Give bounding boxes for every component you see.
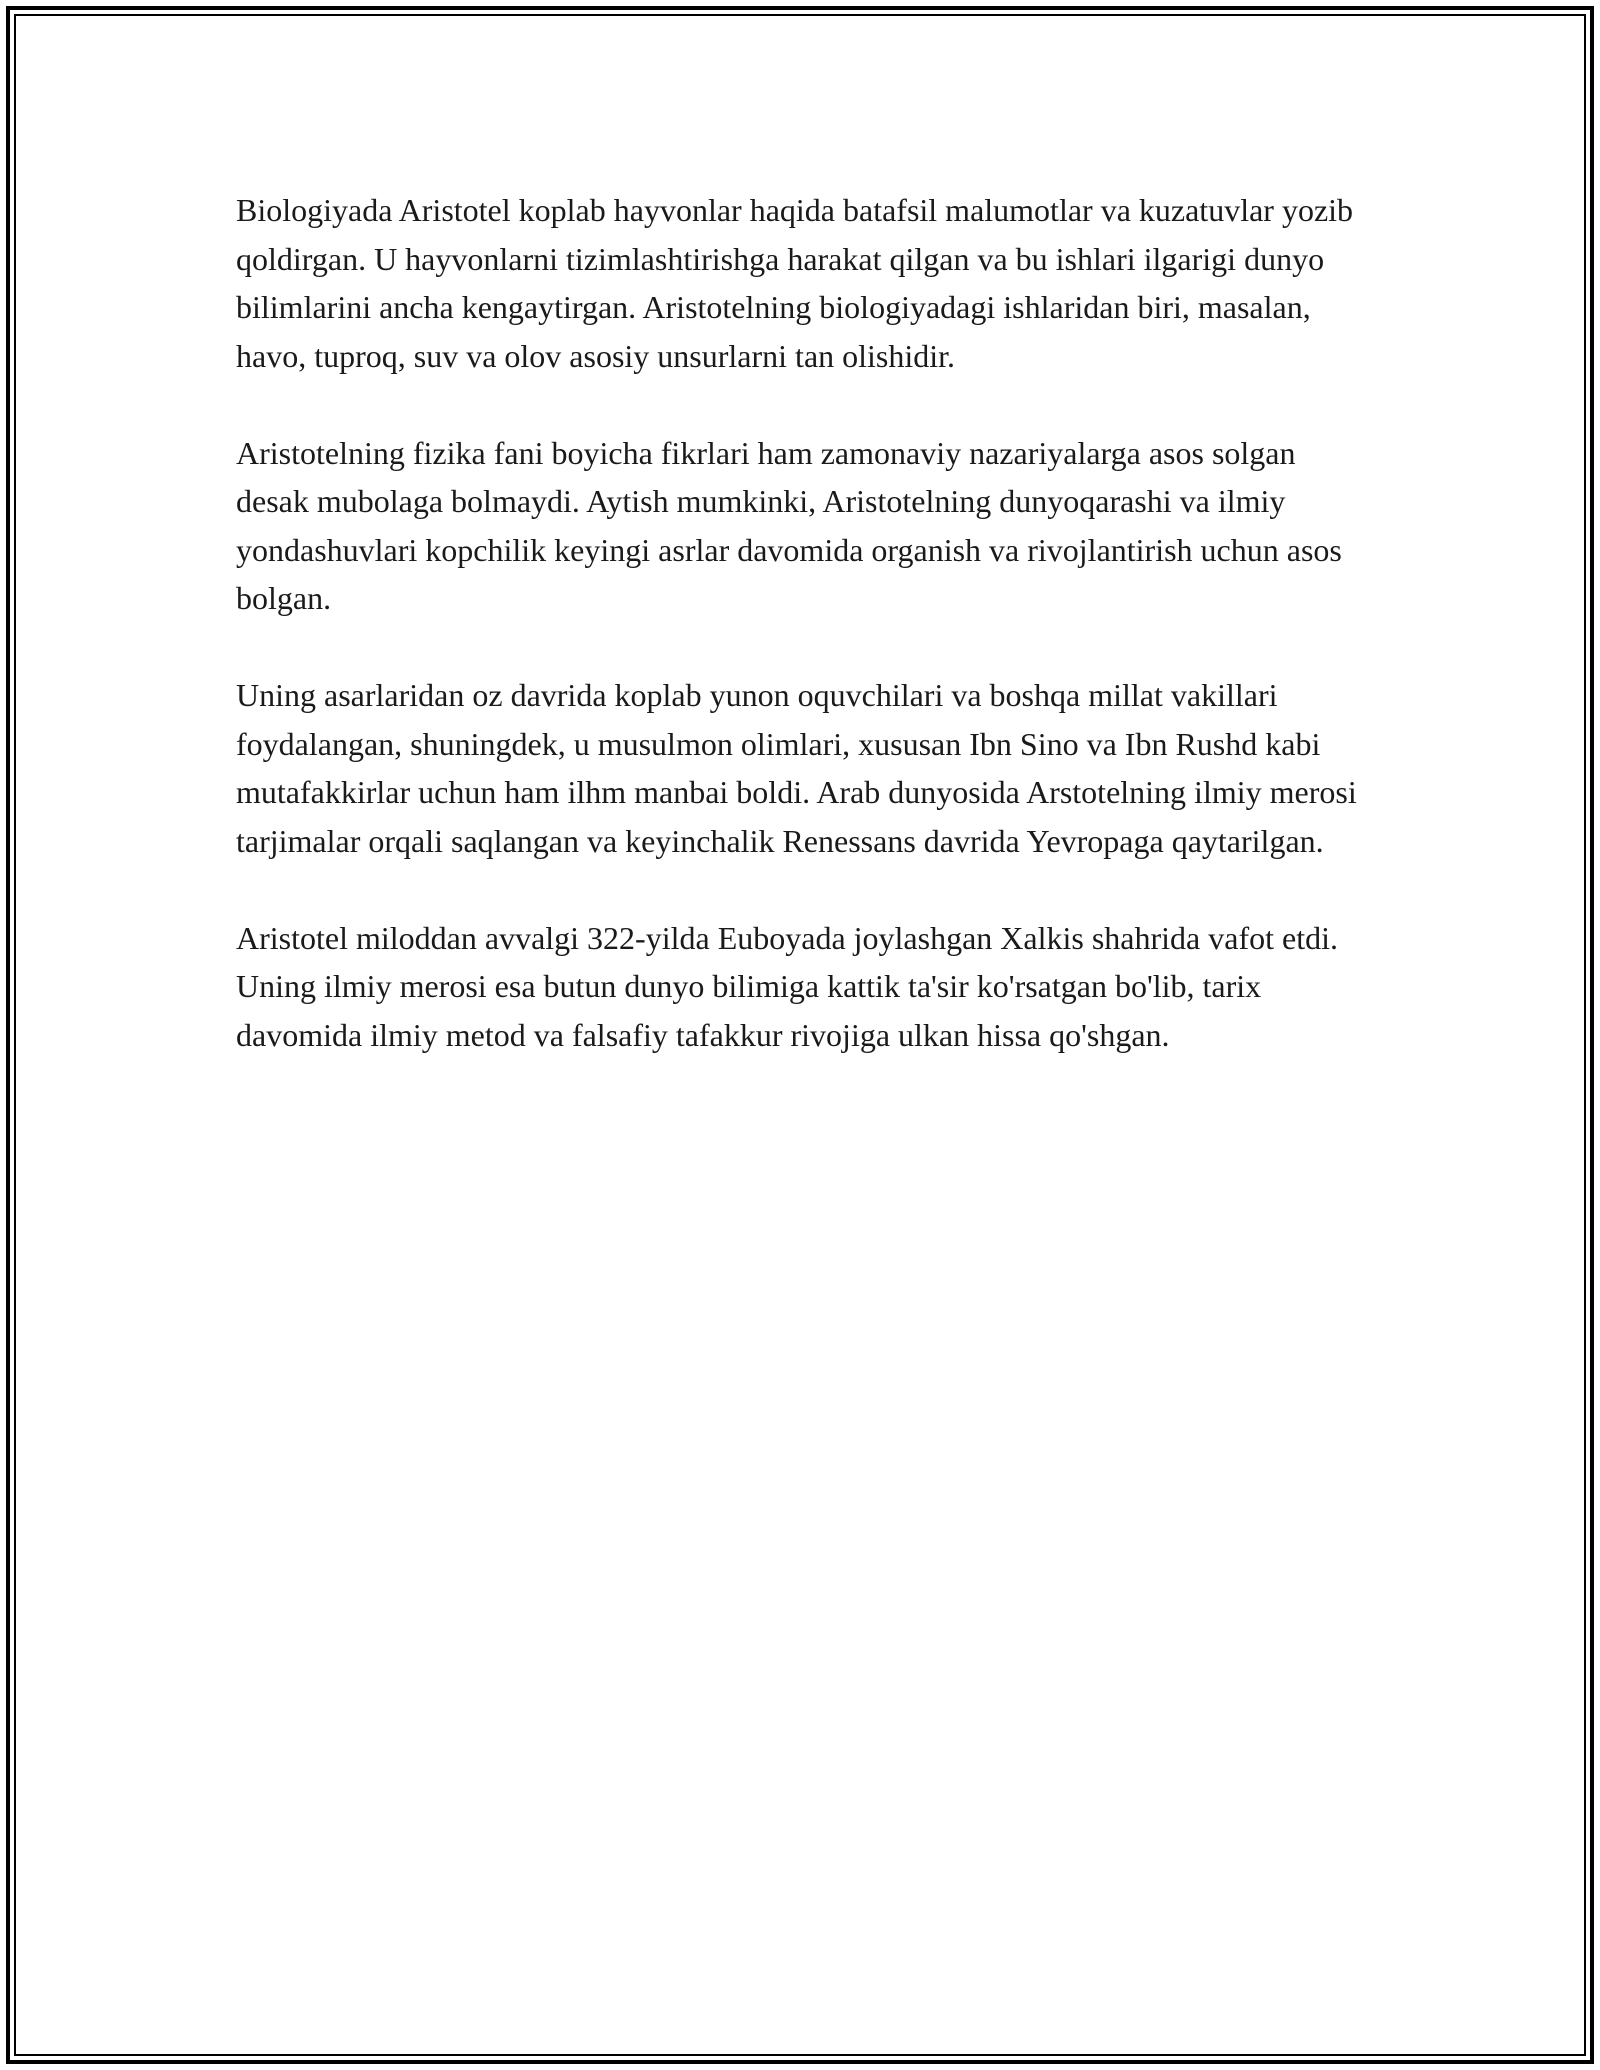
document-body	[236, 186, 1366, 1108]
paragraph-4: Aristotel miloddan avvalgi 322-yilda Euboyada joylashgan Xalkis shahrida vafot etdi. Uning ilmiy merosi esa butun dunyo bilimiga kattik ta'sir ko'rsatgan bo'lib, tarix davomida ilmiy metod va falsafiy tafakkur rivojiga ulkan hissa qo'shgan.	[236, 919, 1338, 1053]
paragraph-2: Aristotelning fizika fani boyicha fikrlari ham zamonaviy nazariyalarga asos solgan desak mubolaga bolmaydi. Aytish mumkinki, Aristotelning dunyoqarashi va ilmiy yondashuvlari kopchilik keyingi asrlar davomida organish va rivojlantirish uchun asos bolgan.	[236, 434, 1342, 616]
paragraph-1: Biologiyada Aristotel koplab hayvonlar haqida batafsil malumotlar va kuzatuvlar yozib qoldirgan. U hayvonlarni tizimlashtirishga harakat qilgan va bu ishlari ilgarigi dunyo bilimlarini ancha kengaytirgan. Aristotelning biologiyadagi ishlaridan biri, masalan, havo, tuproq, suv va olov asosiy unsurlarni tan olishidir.	[236, 192, 1354, 374]
paragraph-3: Uning asarlaridan oz davrida koplab yunon oquvchilari va boshqa millat vakillari foydalangan, shuningdek, u musulmon olimlari, xususan Ibn Sino va Ibn Rushd kabi mutafakkirlar uchun ham ilhm manbai boldi. Arab dunyosida Arstotelning ilmiy merosi tarjimalar orqali saqlangan va keyinchalik Renessans davrida Yevropaga qaytarilgan.	[236, 677, 1357, 859]
